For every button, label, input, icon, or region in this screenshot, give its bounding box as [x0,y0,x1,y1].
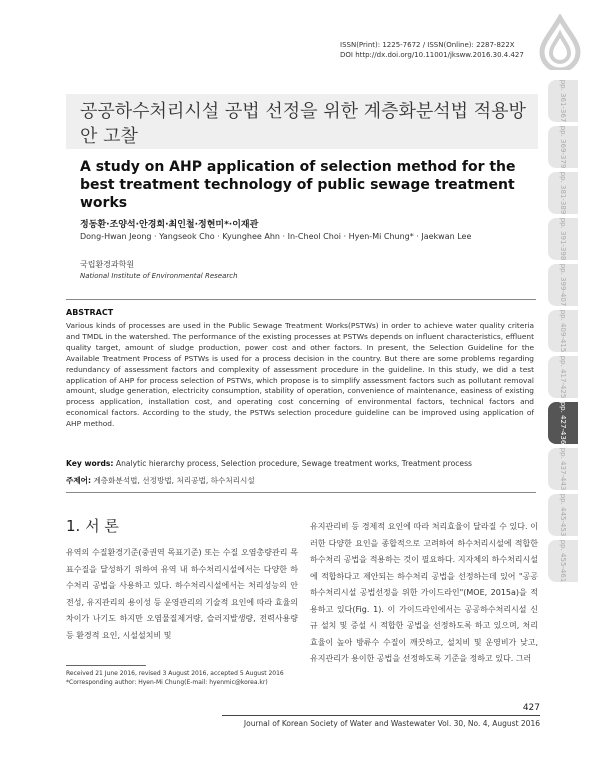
title-korean: 공공하수처리시설 공법 선정을 위한 계층화분석법 적용방안 고찰 [80,101,526,147]
side-tab[interactable] [548,402,578,444]
body-column-right: 유지관리비 등 경제적 요인에 따라 처리효율이 달라질 수 있다. 이러한 다양한 요인을 종합적으로 고려하여 하수처리시설에 적합한 하수처리 공법을 적용하는 것이 필요하다. 지자체의 하수처리시설에 적합하다고 제안되는 하수처리 공법을 선정하는데 있어 "공공하수처리시설 공법선정을 위한 가이드라인"(MOE, 2015a)을 적용하고 있다(Fig. 1). 이 가이드라인에서는 공공하수처리시설 신규 설치 및 증설 시 적합한 공법을 선정하도록 하고 있으며, 처리효율이 높아 방류수 수질이 깨끗하고, 설치비 및 운영비가 낮고, 유지관리가 용이한 공법을 선정하도록 기준을 정하고 있다. 그러 [310,522,538,663]
side-tab[interactable] [548,356,578,398]
water-drop-logo-icon [534,14,586,70]
side-tab-list [548,80,578,586]
side-tab[interactable] [548,540,578,582]
page-number: 427 [522,703,540,713]
side-tab-label: pp. 427-436 [559,401,567,445]
abstract-heading: ABSTRACT [66,308,114,317]
side-tab-label: pp. 437-443 [559,447,567,491]
keywords-text-korean: 계층화분석법, 선정방법, 처리공법, 하수처리시설 [93,476,255,485]
side-tab-label: pp. 369-379 [559,125,567,169]
doi-line: DOI http://dx.doi.org/10.11001/jksww.2016.30.4.427 [340,51,524,59]
corresponding-author: *Corresponding author: Hyen-Mi Chung(E-mail: hyenmic@korea.kr) [66,679,268,686]
side-tab[interactable] [548,264,578,306]
keywords-text: Analytic hierarchy process, Selection procedure, Sewage treatment works, Treatment process [115,459,472,468]
side-tab-label: pp. 361-367 [559,79,567,123]
side-tab-label: pp. 417-425 [559,355,567,399]
keywords-label-korean: 주제어: [66,476,92,485]
received-dates: Received 21 June 2016, revised 3 August 2016, accepted 5 August 2016 [66,670,284,677]
journal-footer: Journal of Korean Society of Water and Wastewater Vol. 30, No. 4, August 2016 [243,719,540,728]
institution-english: National Institute of Environmental Research [80,272,238,280]
side-tab[interactable] [548,126,578,168]
body-column-left: 유역의 수질환경기준(중권역 목표기준) 또는 수질 오염총량관리 목표수질을 달성하기 위하여 유역 내 하수처리시설에서는 다양한 하수처리 공법을 사용하고 있다. 하수처리시설에서는 처리성능의 안전성, 유지관리의 용이성 등 운영관리의 기술적 요인에 따라 효율의 차이가 나기도 하지만 오염물질제거량, 슬러지발생량, 전력사용량 등 환경적 요인, 시설설치비 및 [66,548,298,640]
side-tab[interactable] [548,494,578,536]
side-tab[interactable] [548,218,578,260]
institution-korean: 국립환경과학원 [80,260,135,269]
authors-english: Dong-Hwan Jeong · Yangseok Cho · Kyunghee Ahn · In-Cheol Choi · Hyen-Mi Chung* · Jaekwan Lee [80,232,472,241]
keywords-label: Key words: [66,459,114,468]
side-tab-label: pp. 391-398 [559,217,567,261]
title-english: A study on AHP application of selection method for the best treatment technology of public sewage treatment works [80,159,516,211]
issn-doi-block [340,40,540,60]
keywords-korean [66,475,536,486]
issn-line: ISSN(Print): 1225-7672 / ISSN(Online): 2287-822X [340,41,515,49]
side-tab[interactable] [548,448,578,490]
footnote-divider [66,665,146,666]
side-tab[interactable] [548,310,578,352]
side-tab-label: pp. 399-407 [559,263,567,307]
side-tab-label: pp. 381-389 [559,171,567,215]
side-tab-label: pp. 455-461 [559,539,567,583]
section-heading: 1. 서 론 [66,517,119,535]
footer-divider [222,715,540,716]
side-tab[interactable] [548,80,578,122]
divider [66,492,536,493]
side-tab-label: pp. 445-453 [559,493,567,537]
keywords-english [66,459,536,468]
abstract-body: Various kinds of processes are used in the Public Sewage Treatment Works(PSTWs) in order to achieve water quality criteria and TMDL in the watershed. The performance of the existing processes at PSTWs depends on influent characteristics, effluent quality target, amount of sludge production, power cost and other factors. In present, the Selection Guideline for the Available Treatment Process of PSTWs is used for a process decision in the country. But there are some problems regarding redundancy of assessment factors and complexity of assessment procedure in the guideline. In this study, we did a test application of AHP for process selection of PSTWs, which propose is to simplify assessment factors such as pollutant removal amount, sludge generation, electricity consumption, stability of operation, convenience of maintenance, easiness of existing process application, installation cost, and operating cost concerning of environmental factors, technical factors and economical factors. According to the study, the PSTWs selection procedure guideline can be improved using application of AHP method. [66,321,534,429]
side-tab[interactable] [548,172,578,214]
footnote [66,669,306,687]
authors-korean: 정동환·조양석·안경희·최인철·정현미*·이재관 [80,220,259,230]
divider [66,299,536,300]
side-tab-label: pp. 409-415 [559,309,567,353]
